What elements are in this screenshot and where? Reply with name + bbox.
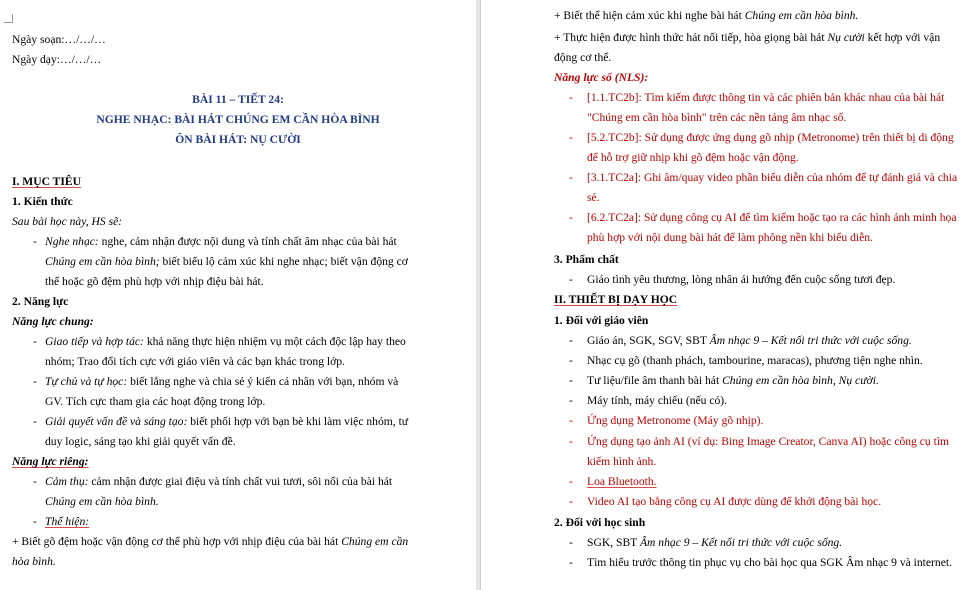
text: nghe, cảm nhận được nội dung và tính chất âm nhạc của bài hát	[98, 235, 397, 248]
text: Tư liệu/file âm thanh bài hát	[587, 374, 723, 387]
song-title: Chúng em cần hòa bình;	[45, 255, 160, 268]
bullet-dash: -	[569, 131, 573, 144]
paragraph-line	[45, 254, 408, 269]
heading-text: Năng lực riêng:	[12, 455, 89, 468]
heading-qualities: 3. Phẩm chất	[554, 253, 619, 266]
paragraph-line	[587, 535, 842, 550]
text: + Thực hiện được hình thức hát nối tiếp, hòa giọng bài hát	[554, 31, 828, 44]
document-page-left[interactable]	[0, 0, 476, 590]
text: biết biểu lộ cảm xúc khi nghe nhạc; biết vận động cơ	[159, 255, 408, 268]
paragraph-line: Video AI tạo bằng công cụ AI được dùng để khởi động bài học.	[587, 495, 882, 508]
heading-knowledge: 1. Kiến thức	[12, 195, 73, 208]
bullet-dash: -	[569, 211, 573, 224]
term-label	[45, 514, 89, 529]
heading-for-students: 2. Đối với học sinh	[554, 516, 646, 529]
book-title: Âm nhạc 9 – Kết nối tri thức với cuộc sống.	[639, 536, 843, 549]
paragraph-line	[45, 474, 392, 489]
text: SGK, SBT	[587, 536, 640, 549]
intro-text: Sau bài học này, HS sẽ:	[12, 215, 123, 228]
bullet-dash: -	[569, 394, 573, 407]
bullet-dash: -	[569, 414, 573, 427]
term-label: Tự chủ và tự học:	[45, 375, 128, 388]
paragraph-line: duy logic, sáng tạo khi giải quyết vấn đề.	[45, 435, 236, 448]
paragraph-line	[45, 374, 398, 389]
song-title: Chúng em cần	[341, 535, 409, 548]
paragraph-line: để hỗ trợ giữ nhịp khi gõ đệm hoặc vận động.	[587, 151, 799, 164]
paragraph-line: Ứng dụng Metronome (Máy gõ nhịp).	[587, 414, 764, 427]
paragraph-line: Giáo tình yêu thương, lòng nhân ái hướng đến cuộc sống tươi đẹp.	[587, 273, 896, 286]
paragraph-line	[587, 373, 879, 388]
document-page-right[interactable]	[480, 0, 970, 590]
heading-general-competence: Năng lực chung:	[12, 315, 94, 328]
bullet-dash: -	[569, 374, 573, 387]
heading-competence: 2. Năng lực	[12, 295, 69, 308]
paragraph-line: GV. Tích cực tham gia các hoạt động trong lớp.	[45, 395, 266, 408]
margin-mark	[4, 14, 13, 23]
heading-digital-competence: Năng lực số (NLS):	[554, 71, 649, 84]
bullet-dash: -	[569, 435, 573, 448]
song-title: Nụ cười	[827, 31, 865, 44]
paragraph-line: [5.2.TC2b]: Sử dụng được ứng dụng gõ nhịp (Metronome) trên thiết bị di động	[587, 131, 954, 144]
text: khả năng thực hiện nhiệm vụ một cách độc lập hay theo	[143, 335, 406, 348]
paragraph-line: phù hợp với nội dung bài hát để làm phông nền khi biểu diễn.	[587, 231, 873, 244]
paragraph-line	[45, 334, 406, 349]
term-label: Giao tiếp và hợp tác:	[45, 335, 144, 348]
paragraph-line: Chúng em cần hòa bình.	[45, 495, 159, 508]
term-label: Nghe nhạc:	[45, 235, 99, 248]
paragraph-line: nhóm; Trao đổi tích cực với giáo viên và các bạn khác trong lớp.	[45, 355, 345, 368]
bullet-dash: -	[569, 334, 573, 347]
bullet-dash: -	[33, 475, 37, 488]
bullet-dash: -	[569, 556, 573, 569]
text: + Biết gõ đệm hoặc vận động cơ thể phù hợp với nhịp điệu của bài hát	[12, 535, 342, 548]
lesson-subtitle: NGHE NHẠC: BÀI HÁT CHÚNG EM CẦN HÒA BÌNH	[96, 113, 380, 126]
date-taught: Ngày dạy:…/…/…	[12, 53, 102, 66]
bullet-dash: -	[33, 375, 37, 388]
term-label: Cảm thụ:	[45, 475, 89, 488]
paragraph-line	[45, 234, 397, 249]
bullet-dash: -	[569, 171, 573, 184]
paragraph-line: [1.1.TC2b]: Tìm kiếm được thông tin và các phiên bản khác nhau của bài hát	[587, 91, 945, 104]
paragraph-line: Tìm hiểu trước thông tin phục vụ cho bài học qua SGK Âm nhạc 9 và internet.	[587, 556, 952, 569]
bullet-dash: -	[33, 335, 37, 348]
term-text: Thể hiện:	[45, 515, 90, 528]
bullet-dash: -	[33, 235, 37, 248]
text: biết lắng nghe và chia sẻ ý kiến cá nhân với bạn, nhóm và	[127, 375, 399, 388]
heading-specific-competence	[12, 454, 89, 469]
paragraph-line	[554, 30, 940, 45]
heading-text: I. MỤC TIÊU	[12, 175, 82, 188]
paragraph-line: kiếm hình ảnh.	[587, 455, 657, 468]
bullet-dash: -	[569, 354, 573, 367]
text: kết hợp với vận	[864, 31, 941, 44]
date-prepared: Ngày soạn:…/…/…	[12, 33, 106, 46]
song-title: Chúng em cần hòa bình, Nụ cười.	[722, 374, 879, 387]
text: Loa Bluetooth.	[587, 475, 657, 488]
section-objectives	[12, 174, 81, 189]
paragraph-line: sẻ.	[587, 191, 600, 204]
bullet-dash: -	[569, 91, 573, 104]
paragraph-line	[554, 8, 858, 23]
paragraph-line: hòa bình.	[12, 555, 56, 568]
paragraph-line	[12, 534, 408, 549]
bullet-dash: -	[33, 415, 37, 428]
bullet-dash: -	[569, 536, 573, 549]
text: biết phối hợp với bạn bè khi làm việc nhóm, tư	[187, 415, 409, 428]
paragraph-line: "Chúng em cần hòa bình" trên các nền tảng âm nhạc số.	[587, 111, 847, 124]
text: cảm nhận được giai điệu và tính chất vui tươi, sôi nổi của bài hát	[88, 475, 393, 488]
paragraph-line	[45, 414, 408, 429]
paragraph-line: [6.2.TC2a]: Sử dụng công cụ AI để tìm kiếm hoặc tạo ra các hình ảnh minh họa	[587, 211, 957, 224]
paragraph-line	[587, 333, 912, 348]
paragraph-line	[587, 474, 657, 489]
book-title: Âm nhạc 9 – Kết nối tri thức với cuộc sống.	[709, 334, 912, 347]
paragraph-line: động cơ thể.	[554, 51, 612, 64]
bullet-dash: -	[33, 515, 37, 528]
section-equipment	[554, 292, 677, 307]
paragraph-line: thể hoặc gõ đệm phù hợp với nhịp điệu bài hát.	[45, 275, 264, 288]
lesson-title: BÀI 11 – TIẾT 24:	[192, 93, 284, 106]
heading-text: II. THIẾT BỊ DẠY HỌC	[554, 293, 678, 306]
lesson-review-title: ÔN BÀI HÁT: NỤ CƯỜI	[175, 133, 301, 146]
bullet-dash: -	[569, 475, 573, 488]
bullet-dash: -	[569, 495, 573, 508]
text: + Biết thể hiện cảm xúc khi nghe bài hát	[554, 9, 745, 22]
heading-for-teacher: 1. Đối với giáo viên	[554, 314, 649, 327]
bullet-dash: -	[569, 273, 573, 286]
paragraph-line: Nhạc cụ gõ (thanh phách, tambourine, maracas), phương tiện nghe nhìn.	[587, 354, 923, 367]
term-label: Giải quyết vấn đề và sáng tạo:	[45, 415, 188, 428]
paragraph-line: [3.1.TC2a]: Ghi âm/quay video phần biểu diễn của nhóm để tự đánh giá và chia	[587, 171, 958, 184]
text: Giáo án, SGK, SGV, SBT	[587, 334, 710, 347]
paragraph-line: Ứng dụng tạo ảnh AI (ví dụ: Bing Image Creator, Canva AI) hoặc công cụ tìm	[587, 435, 950, 448]
paragraph-line: Máy tính, máy chiếu (nếu có).	[587, 394, 728, 407]
song-title: Chúng em cần hòa bình.	[744, 9, 859, 22]
